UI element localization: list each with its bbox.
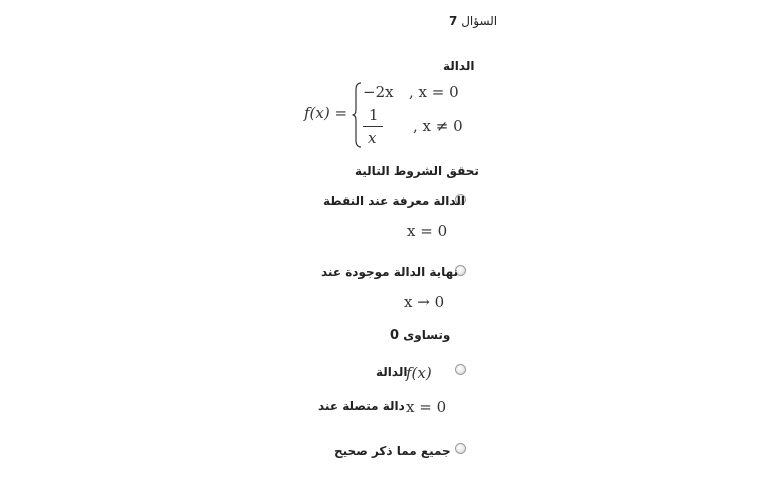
option-2-label[interactable]: نهاية الدالة موجودة عند <box>321 265 459 279</box>
question-header <box>449 14 497 28</box>
continuity-math: x = 0 <box>406 398 447 416</box>
limit-note-label: وتساوى <box>403 328 451 342</box>
prompt-text: تحقق الشروط التالية <box>355 164 479 178</box>
case2-denominator: x <box>368 129 377 147</box>
function-lhs <box>304 104 347 122</box>
case2-condition: , x ≠ 0 <box>413 117 463 135</box>
question-number: 7 <box>449 14 458 28</box>
option-1-math <box>407 222 447 240</box>
limit-note-value: 0 <box>390 328 400 343</box>
option-3-label[interactable]: الدالة <box>376 365 408 379</box>
option-4-label[interactable]: جميع مما ذكر صحيح <box>334 444 451 458</box>
option-2-math-text: x → 0 <box>404 293 445 311</box>
option-4-radio[interactable] <box>455 443 466 454</box>
function-heading: الدالة <box>443 59 475 73</box>
question-title: السؤال <box>461 14 498 28</box>
continuity-label: دالة متصلة عند <box>318 399 405 413</box>
case2-numerator: 1 <box>369 106 379 124</box>
function-lhs-text: f(x) = <box>304 104 348 122</box>
option-2-math <box>404 293 444 311</box>
fraction-bar <box>363 126 383 127</box>
option-3-math: f(x) <box>406 364 432 382</box>
case1-condition: , x = 0 <box>409 83 459 101</box>
option-3-radio[interactable] <box>455 364 466 375</box>
option-1-math-text: x = 0 <box>407 222 448 240</box>
limit-note <box>390 328 450 343</box>
option-1-label[interactable]: الدالة معرفة عند النقطة <box>323 194 465 208</box>
brace-icon <box>352 82 362 148</box>
case1-expression: −2x <box>363 83 394 101</box>
